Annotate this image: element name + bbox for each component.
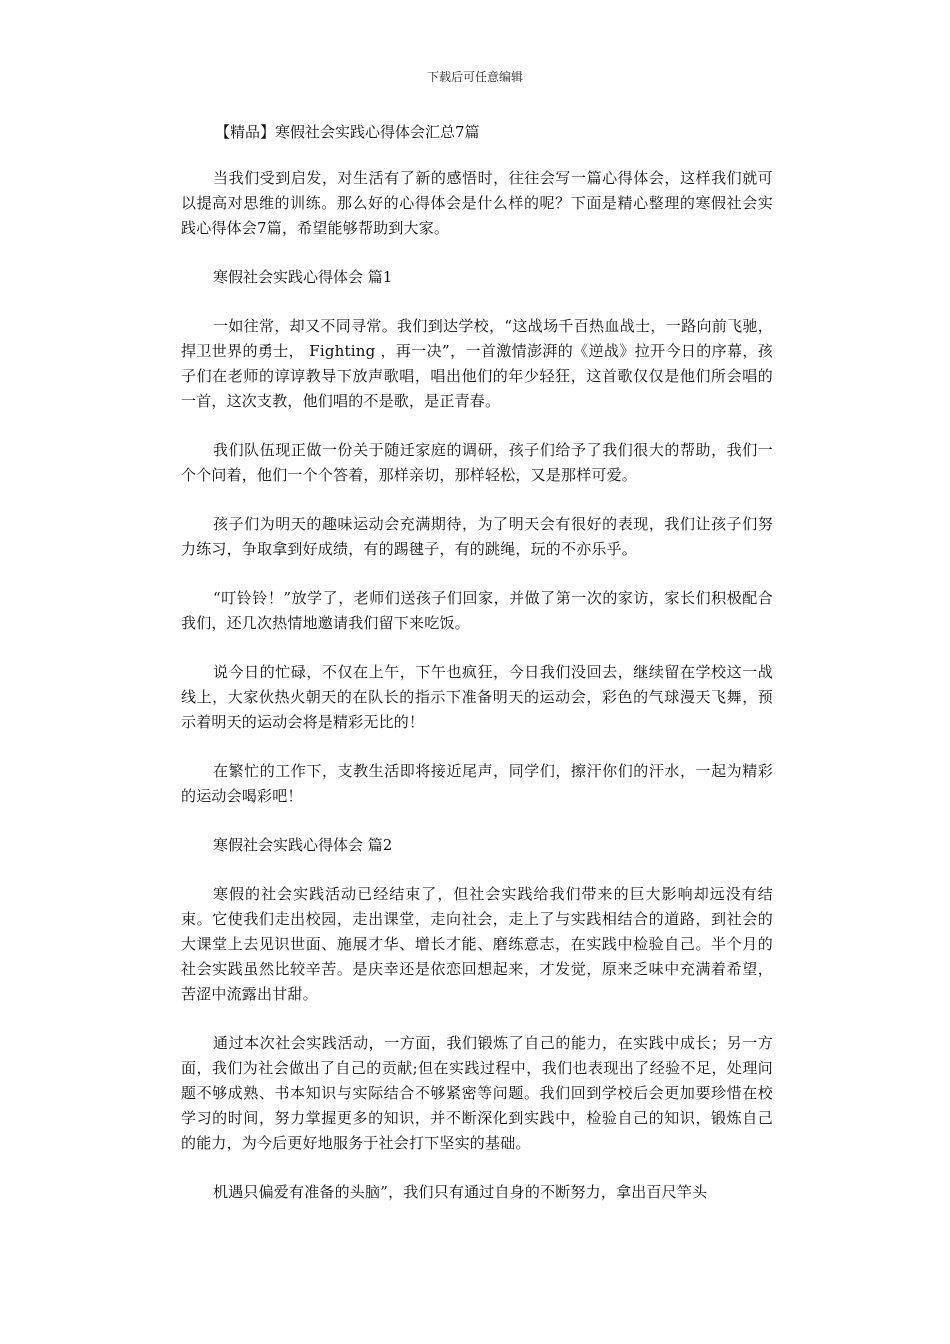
document-title: 【精品】寒假社会实践心得体会汇总7篇 [215, 123, 480, 141]
section2-paragraph: 机遇只偏爱有准备的头脑”，我们只有通过自身的不断努力，拿出百尺竿头 [213, 1183, 708, 1201]
section1-paragraph: “叮铃铃！”放学了，老师们送孩子们回家，并做了第一次的家访，家长们积极配合我们，还几次热情地邀请我们留下来吃饭。 [181, 589, 773, 632]
section1-paragraph: 一如往常，却又不同寻常。我们到达学校，“这战场千百热血战士，一路向前飞驰，捍卫世界的勇士， Fighting ，再一决”，一首激情澎湃的《逆战》拉开今日的序幕，孩子们在老师的谆谆教导下放声歌唱，唱出他们的年少轻狂，这首歌仅仅是他们所会唱的一首，这次支教，他们唱的不是歌，是正青春。 [181, 317, 773, 410]
section2-paragraph: 寒假的社会实践活动已经结束了，但社会实践给我们带来的巨大影响却远没有结束。它使我们走出校园，走出课堂，走向社会，走上了与实践相结合的道路，到社会的大课堂上去见识世面、施展才华、增长才能、磨练意志，在实践中检验自己。半个月的社会实践虽然比较辛苦。是庆幸还是依恋回想起来，才发觉，原来乏味中充满着希望，苦涩中流露出甘甜。 [181, 885, 773, 1003]
section-heading-1: 寒假社会实践心得体会 篇1 [213, 268, 393, 286]
page-header-note: 下载后可任意编辑 [426, 70, 523, 84]
section1-paragraph: 说今日的忙碌，不仅在上午，下午也疯狂，今日我们没回去，继续留在学校这一战线上，大家伙热火朝天的在队长的指示下准备明天的运动会，彩色的气球漫天飞舞，预示着明天的运动会将是精彩无比的！ [181, 663, 773, 731]
intro-paragraph: 当我们受到启发，对生活有了新的感悟时，往往会写一篇心得体会，这样我们就可以提高对思维的训练。那么好的心得体会是什么样的呢？下面是精心整理的寒假社会实践心得体会7篇，希望能够帮助到大家。 [181, 169, 773, 237]
section1-paragraph: 我们队伍现正做一份关于随迁家庭的调研，孩子们给予了我们很大的帮助，我们一个个问着，他们一个个答着，那样亲切，那样轻松，又是那样可爱。 [181, 441, 773, 484]
section1-paragraph: 在繁忙的工作下，支教生活即将接近尾声，同学们，擦汗你们的汗水，一起为精彩的运动会喝彩吧！ [181, 762, 773, 805]
document-body [181, 118, 773, 1229]
section2-paragraph: 通过本次社会实践活动，一方面，我们锻炼了自己的能力，在实践中成长；另一方面，我们为社会做出了自己的贡献;但在实践过程中，我们也表现出了经验不足，处理问题不够成熟、书本知识与实际结合不够紧密等问题。我们回到学校后会更加要珍惜在校学习的时间，努力掌握更多的知识，并不断深化到实践中，检验自己的知识，锻炼自己的能力，为今后更好地服务于社会打下坚实的基础。 [181, 1034, 773, 1152]
section1-paragraph: 孩子们为明天的趣味运动会充满期待，为了明天会有很好的表现，我们让孩子们努力练习，争取拿到好成绩，有的踢毽子，有的跳绳，玩的不亦乐乎。 [181, 515, 773, 558]
section-heading-2: 寒假社会实践心得体会 篇2 [213, 836, 393, 854]
